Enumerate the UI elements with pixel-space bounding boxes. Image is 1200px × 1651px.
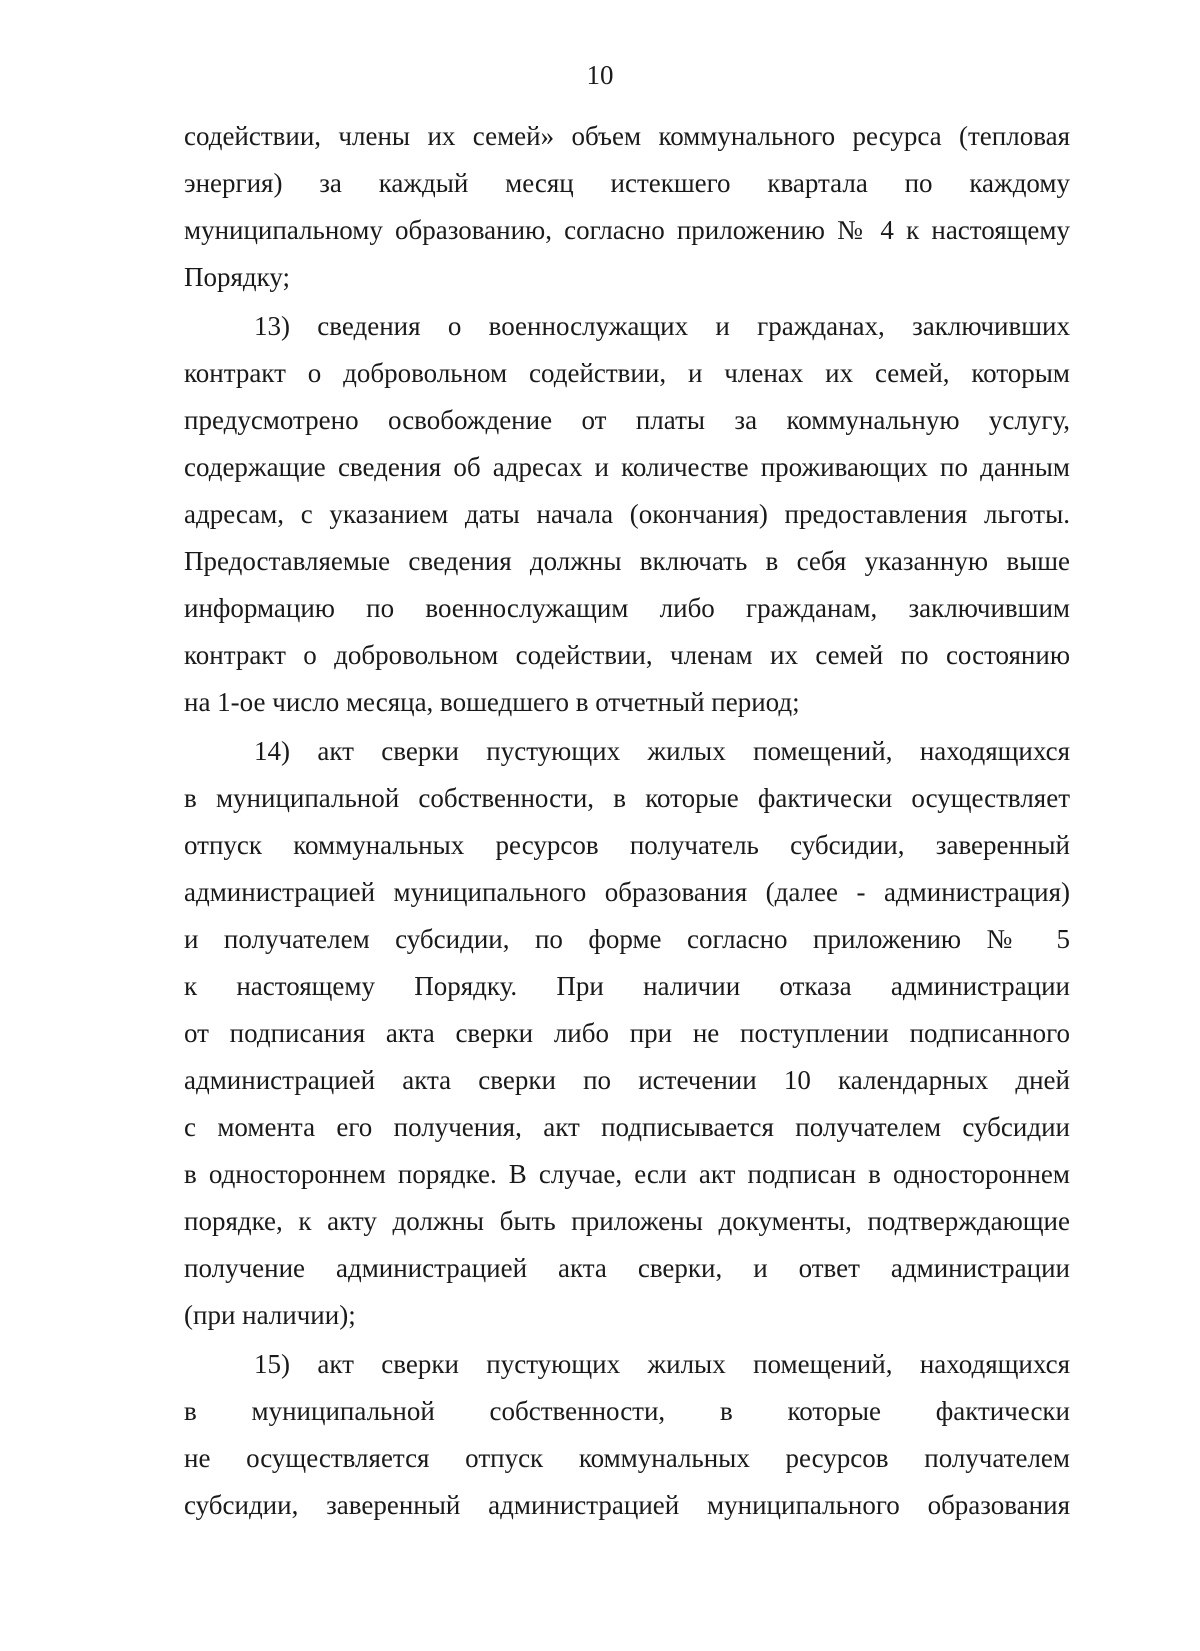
text-line: и получателем субсидии, по форме согласно приложению № 5 — [184, 924, 1070, 954]
text-line: Предоставляемые сведения должны включать в себя указанную выше — [184, 546, 1070, 576]
text-line: не осуществляется отпуск коммунальных ресурсов получателем — [184, 1443, 1070, 1473]
text-line: контракт о добровольном содействии, членам их семей по состоянию — [184, 640, 1070, 670]
text-line: 15) акт сверки пустующих жилых помещений, находящихся — [254, 1349, 1070, 1379]
text-line: в муниципальной собственности, в которые фактически — [184, 1396, 1070, 1426]
page-number: 10 — [586, 60, 614, 90]
text-line: к настоящему Порядку. При наличии отказа администрации — [184, 971, 1070, 1001]
text-line: адресам, с указанием даты начала (окончания) предоставления льготы. — [184, 499, 1070, 529]
text-line: 13) сведения о военнослужащих и гражданах, заключивших — [254, 311, 1070, 341]
paragraph — [184, 113, 1070, 301]
text-line: информацию по военнослужащим либо гражданам, заключившим — [184, 593, 1070, 623]
text-line: Порядку; — [184, 262, 291, 292]
text-line: субсидии, заверенный администрацией муниципального образования — [184, 1490, 1070, 1520]
text-line: от подписания акта сверки либо при не поступлении подписанного — [184, 1018, 1070, 1048]
text-line: 14) акт сверки пустующих жилых помещений, находящихся — [254, 736, 1070, 766]
text-line: в муниципальной собственности, в которые фактически осуществляет — [184, 783, 1070, 813]
text-line: администрацией муниципального образования (далее - администрация) — [184, 877, 1070, 907]
document-body — [184, 113, 1070, 1529]
text-line: содержащие сведения об адресах и количестве проживающих по данным — [184, 452, 1070, 482]
text-line: отпуск коммунальных ресурсов получатель субсидии, заверенный — [184, 830, 1070, 860]
text-line: (при наличии); — [184, 1300, 356, 1330]
paragraph — [184, 1341, 1070, 1529]
text-line: контракт о добровольном содействии, и членах их семей, которым — [184, 358, 1070, 388]
text-line: содействии, члены их семей» объем коммунального ресурса (тепловая — [184, 121, 1070, 151]
text-line: муниципальному образованию, согласно приложению № 4 к настоящему — [184, 215, 1070, 245]
text-line: предусмотрено освобождение от платы за коммунальную услугу, — [184, 405, 1070, 435]
text-line: получение администрацией акта сверки, и ответ администрации — [184, 1253, 1070, 1283]
text-line: порядке, к акту должны быть приложены документы, подтверждающие — [184, 1206, 1070, 1236]
text-line: в одностороннем порядке. В случае, если акт подписан в одностороннем — [184, 1159, 1070, 1189]
text-line: администрацией акта сверки по истечении 10 календарных дней — [184, 1065, 1070, 1095]
text-line: энергия) за каждый месяц истекшего квартала по каждому — [184, 168, 1070, 198]
paragraph — [184, 303, 1070, 726]
text-line: на 1-ое число месяца, вошедшего в отчетный период; — [184, 687, 800, 717]
paragraph — [184, 728, 1070, 1339]
text-line: с момента его получения, акт подписывается получателем субсидии — [184, 1112, 1070, 1142]
